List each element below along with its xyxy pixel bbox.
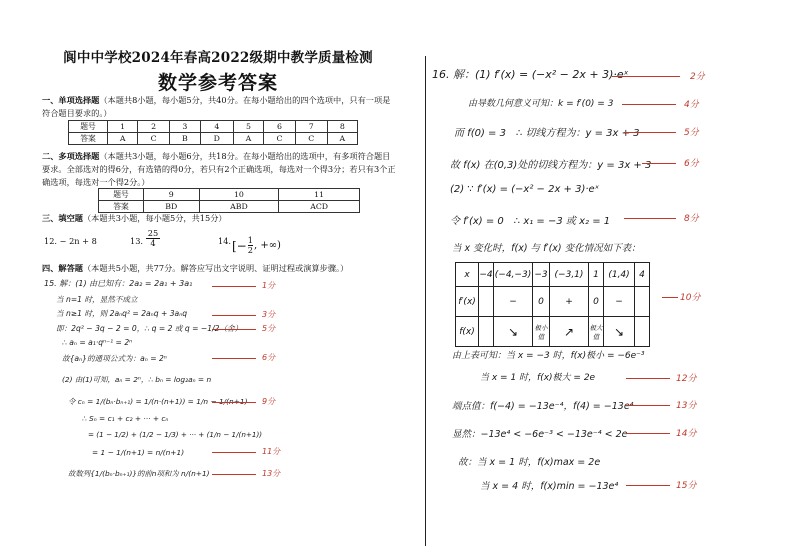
q16-line: 由上表可知：当 x = −3 时，f(x)极小 = −6e⁻³ (452, 351, 645, 361)
score-line (626, 378, 670, 379)
table-cell: + (550, 287, 589, 317)
interval-open: [− (232, 238, 247, 253)
score-mark: 10分 (680, 293, 701, 303)
score-mark: 9分 (262, 397, 276, 406)
section-2-text (42, 150, 396, 189)
score-line (212, 402, 256, 403)
table-cell: C (295, 133, 327, 145)
fraction-numerator: 1 (247, 235, 253, 245)
table-cell: 11 (279, 189, 360, 201)
q16-line: 由导数几何意义可知：k = f′(0) = 3 (468, 99, 614, 109)
table-cell: 1 (108, 121, 138, 133)
score-line (212, 474, 256, 475)
score-mark: 4分 (684, 100, 699, 110)
table-cell: x (456, 263, 479, 287)
table-cell: − (604, 287, 635, 317)
q16-line: 当 x = 4 时，f(x)min = −13e⁴ (480, 481, 619, 492)
table-cell: −3 (533, 263, 550, 287)
score-mark: 1分 (262, 281, 276, 290)
q16-line: (2) ∵ f′(x) = (−x² − 2x + 3)·eˣ (450, 184, 600, 195)
table-cell: 6 (264, 121, 296, 133)
table-cell: 9 (144, 189, 200, 201)
score-line (626, 485, 670, 486)
section-4-heading: 四、解答题 (42, 263, 83, 273)
q15-line: 故{aₙ}的通项公式为：aₙ = 2ⁿ (62, 354, 167, 363)
score-mark: 5分 (684, 128, 699, 138)
score-line (626, 405, 670, 406)
page-title: 阆中中学校2024年春高2022级期中教学质量检测 (63, 50, 373, 66)
table-cell: f(x) (456, 317, 479, 347)
score-line (212, 358, 256, 359)
table-cell: B (170, 133, 201, 145)
score-line (612, 76, 680, 77)
table-row (99, 201, 360, 213)
q16-line: 而 f(0) = 3 ∴ 切线方程为：y = 3x + 3 (454, 128, 640, 139)
q15-line: (2) 由(1)可知，aₙ = 2ⁿ，∴ bₙ = log₂aₙ = n (62, 375, 212, 384)
table-cell: 3 (170, 121, 201, 133)
page-subtitle: 数学参考答案 (157, 72, 278, 94)
q16-line: 显然：−13e⁴ < −6e⁻³ < −13e⁻⁴ < 2e (452, 429, 628, 440)
score-mark: 6分 (684, 159, 699, 169)
table-cell: 7 (295, 121, 327, 133)
table-cell: 4 (635, 263, 650, 287)
q15-line: ∴ aₙ = a₁·qⁿ⁻¹ = 2ⁿ (62, 338, 133, 347)
q16-line: 令 f′(x) = 0 ∴ x₁ = −3 或 x₂ = 1 (450, 216, 611, 227)
interval-close: , +∞) (253, 240, 281, 251)
answer-14-label: 14. (218, 236, 232, 246)
table-row (456, 263, 650, 287)
answer-12: 12. − 2n + 8 (44, 236, 97, 246)
table-cell: ABD (199, 201, 279, 213)
score-line (626, 433, 670, 434)
score-line (624, 218, 676, 219)
q15-line: = 1 − 1/(n+1) = n/(n+1) (92, 448, 185, 457)
score-mark: 11分 (262, 447, 281, 456)
table-row (69, 121, 358, 133)
table-cell (479, 287, 494, 317)
table-cell: f′(x) (456, 287, 479, 317)
table-row (456, 287, 650, 317)
section-3-heading: 三、填空题 (42, 213, 83, 223)
table-cell (635, 287, 650, 317)
table-row (99, 189, 360, 201)
q15-line: 即：2q² − 3q − 2 = 0，∴ q = 2 或 q = −1/2（舍） (56, 324, 243, 333)
table-cell: ↗ (550, 317, 589, 347)
q15-line: 当 n≥1 时，则 2aₙq² = 2aₙq + 3aₙq (56, 309, 188, 318)
q15-line: 15. 解：(1) 由已知有：2a₂ = 2a₁ + 3a₁ (44, 279, 193, 288)
table-cell (479, 317, 494, 347)
table-cell: 1 (589, 263, 604, 287)
table-cell: A (233, 133, 263, 145)
table-cell: −4 (479, 263, 494, 287)
q16-line: 当 x = 1 时，f(x)极大 = 2e (480, 373, 596, 383)
section-2-desc: （本题共3小题，每小题6分，共18分。在每小题给出的选项中，有多项符合题目要求。全部选对的得6分，有选错的得0分，若只有2个正确选项，每选对一个得3分；若只有3个正确选项，每选对一个得2分。） (42, 151, 396, 187)
section-2-table (98, 188, 360, 213)
section-1-desc: （本题共8小题，每小题5分，共40分。在每小题给出的四个选项中，只有一项是符合题目要求的。） (42, 95, 391, 118)
table-cell: ↘ (604, 317, 635, 347)
score-line (624, 132, 676, 133)
score-line (212, 452, 256, 453)
table-cell: (−3,1) (550, 263, 589, 287)
table-cell: 答案 (99, 201, 144, 213)
answer-13-label: 13. (130, 236, 144, 246)
table-cell: 0 (533, 287, 550, 317)
score-line (662, 297, 678, 298)
table-cell: 10 (199, 189, 279, 201)
column-divider (425, 56, 426, 546)
table-cell (635, 317, 650, 347)
table-cell: C (138, 133, 170, 145)
table-cell: C (264, 133, 296, 145)
section-4-text (42, 262, 396, 275)
table-cell: 答案 (69, 133, 108, 145)
score-line (212, 315, 256, 316)
q15-line: 当 n=1 时，显然不成立 (56, 295, 138, 304)
table-cell: 题号 (99, 189, 144, 201)
score-mark: 5分 (262, 324, 276, 333)
q15-line: ∴ Sₙ = c₁ + c₂ + ··· + cₙ (82, 414, 169, 423)
table-row (456, 317, 650, 347)
score-line (212, 329, 256, 330)
score-line (622, 104, 676, 105)
section-2-heading: 二、多项选择题 (42, 151, 100, 161)
score-mark: 8分 (684, 214, 699, 224)
table-cell: 5 (233, 121, 263, 133)
score-mark: 14分 (676, 429, 697, 439)
table-cell: BD (144, 201, 200, 213)
table-cell: 4 (200, 121, 233, 133)
score-mark: 15分 (676, 481, 697, 491)
score-line (212, 286, 256, 287)
answer-13-fraction (146, 229, 160, 248)
q16-line: 当 x 变化时，f(x) 与 f′(x) 变化情况如下表： (452, 243, 641, 254)
answer-14-fraction (248, 236, 253, 255)
section-1-table (68, 120, 358, 145)
table-cell: 8 (327, 121, 357, 133)
table-cell: ↘ (494, 317, 533, 347)
table-cell: A (108, 133, 138, 145)
table-cell: − (494, 287, 533, 317)
score-mark: 13分 (262, 469, 281, 478)
q16-line: 故：当 x = 1 时，f(x)max = 2e (458, 457, 601, 468)
fraction-denominator: 4 (146, 238, 160, 248)
table-cell: 0 (589, 287, 604, 317)
section-3-desc: （本题共3小题，每小题5分，共15分） (82, 213, 227, 223)
table-cell: 2 (138, 121, 170, 133)
fraction-numerator: 25 (147, 228, 159, 238)
section-3-text (42, 212, 396, 225)
table-cell: (−4,−3) (494, 263, 533, 287)
table-cell: (1,4) (604, 263, 635, 287)
table-cell: 极大值 (589, 317, 604, 347)
variation-table (455, 262, 650, 347)
table-cell: ACD (279, 201, 360, 213)
score-mark: 13分 (676, 401, 697, 411)
q15-line: = (1 − 1/2) + (1/2 − 1/3) + ··· + (1/n − 1/(n+1)) (88, 430, 263, 439)
q16-line: 端点值：f(−4) = −13e⁻⁴，f(4) = −13e⁴ (452, 401, 634, 412)
q15-line: 故数列{1/(bₙ·bₙ₊₁)}的前n项和为 n/(n+1) (68, 469, 210, 478)
q16-line: 16. 解：(1) f′(x) = (−x² − 2x + 3)·eˣ (432, 68, 629, 81)
table-cell: 极小值 (533, 317, 550, 347)
section-4-desc: （本题共5小题，共77分。解答应写出文字说明、证明过程或演算步骤。） (82, 263, 349, 273)
table-cell: 题号 (69, 121, 108, 133)
answer-14 (232, 236, 281, 255)
score-mark: 3分 (262, 310, 276, 319)
score-mark: 6分 (262, 353, 276, 362)
table-row (69, 133, 358, 145)
section-1-text (42, 94, 396, 120)
section-1-heading: 一、单项选择题 (42, 95, 100, 105)
score-mark: 2分 (690, 72, 705, 82)
q16-line: 故 f(x) 在(0,3)处的切线方程为：y = 3x + 3 (450, 160, 652, 171)
q15-line: 令 cₙ = 1/(bₙ·bₙ₊₁) = 1/(n·(n+1)) = 1/n − 1/(n+1) (68, 397, 248, 406)
fraction-denominator: 2 (247, 245, 253, 255)
score-mark: 12分 (676, 374, 697, 384)
table-cell: D (200, 133, 233, 145)
table-cell: A (327, 133, 357, 145)
score-line (642, 163, 676, 164)
